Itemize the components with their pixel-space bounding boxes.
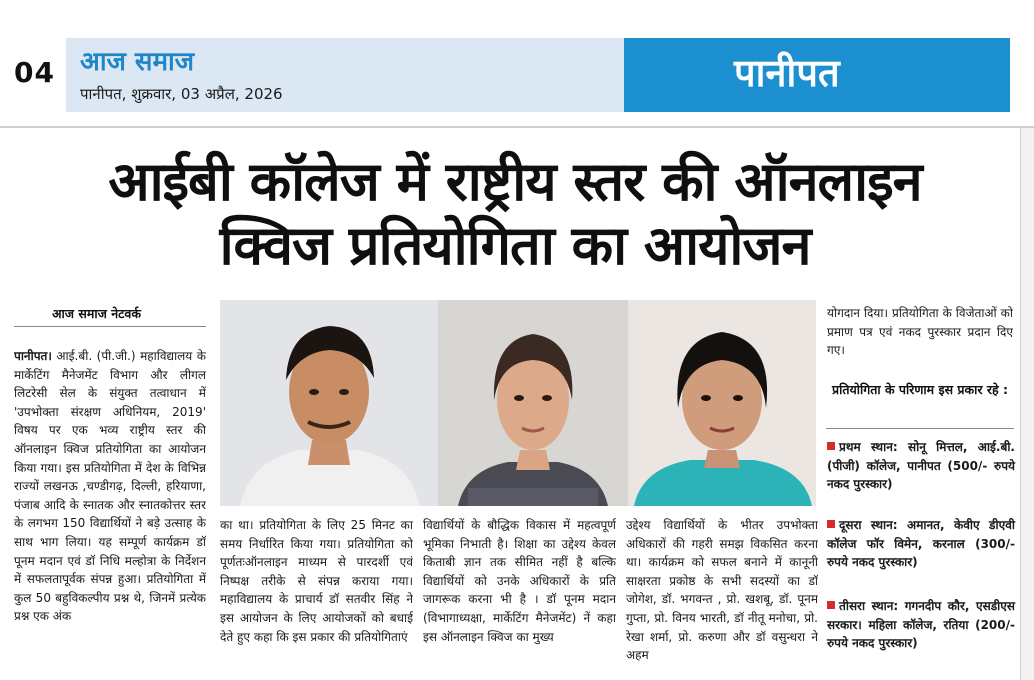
results-rule [826,428,1014,429]
winner-photo-2 [438,300,628,506]
byline: आज समाज नेटवर्क [52,306,141,321]
article-column-4: उद्देश्य विद्यार्थियों के भीतर उपभोक्ता अधिकारों की गहरी समझ विकसित करना था। कार्यक्रम को सफल बनाने में कानूनी साक्षरता प्रकोष्ठ के सभी सदस्यों का डॉ जोगेश, डॉ. भगवन्त , प्रो. खशबू, डॉ. पूनम गुप्ता, प्रो. विनय भारती, डॉ नीतू मनोचा, प्रो. रेखा शर्मा, प्रो. करुणा और डॉ वसुन्धरा ने अहम [626,518,818,663]
bullet-icon [827,601,835,609]
paper-name: आज समाज [80,47,195,77]
winner-second-text: दूसरा स्थान: अमानत, केवीए डीएवी कॉलेज फॉर विमेन, करनाल (300/- रुपये नकद पुरस्कार) [827,518,1015,570]
winner-first [827,438,1015,494]
headline-line-2: क्विज प्रतियोगिता का आयोजन [219,214,811,277]
article-column-3: विद्यार्थियों के बौद्धिक विकास में महत्वपूर्ण भूमिका निभाती है। शिक्षा का उद्देश्य केवल किताबी ज्ञान तक सीमित नहीं है बल्कि विद्यार्थियों को उनके अधिकारों के प्रति जागरूक करना भी है । डॉ पूनम मदान (विभागाध्यक्षा, मार्केटिंग मैनेजमेंट) नें कहा इस ऑनलाइन क्विज का मुख्य [423,518,616,644]
male-portrait-icon [220,300,438,506]
masthead [66,38,624,112]
page-edge-strip [1020,128,1034,680]
results-heading: प्रतियोगिता के परिणाम इस प्रकार रहे : [832,382,1008,397]
winner-third-text: तीसरा स्थान: गगनदीप कौर, एसडीएस सरकार। महिला कॉलेज, रतिया (200/- रुपये नकद पुरस्कार) [827,599,1015,651]
article-column-2: का था। प्रतियोगिता के लिए 25 मिनट का समय निर्धारित किया गया। प्रतियोगिता को पूर्णतःऑनलाइन माध्यम से पारदर्शी एवं निष्पक्ष तरीके से संपन्न कराया गया। महाविद्यालय के प्राचार्य डॉ सतवीर सिंह ने इस आयोजन के लिए आयोजकों को बधाई देते हुए कहा कि इस प्रकार की प्रतियोगिताएं [220,518,413,644]
female-portrait-icon [438,300,628,506]
article-column-5: योगदान दिया। प्रतियोगिता के विजेताओं को प्रमाण पत्र एवं नकद पुरस्कार प्रदान दिए गए। [827,306,1013,358]
city-banner [624,38,1010,112]
bullet-icon [827,520,835,528]
column-1-text: आई.बी. (पी.जी.) महाविद्यालय के मार्केटिंग मैनेजमेंट विभाग और लीगल लिटरेसी सेल के संयुक्त तत्वाधान में 'उपभोक्ता संरक्षण अधिनियम, 2019' विषय पर एक भव्य राष्ट्रीय स्तर की ऑनलाइन क्विज प्रतियोगिता का आयोजन किया गया। इस प्रतियोगिता में देश के विभिन्न राज्यों लखनऊ ,चण्डीगढ़, दिल्ली, हरियाणा, पंजाब आदि के स्नातक और स्नातकोत्तर स्तर के लगभग 150 विद्यार्थियों ने बड़े उत्साह के साथ भाग लिया। यह सम्पूर्ण कार्यक्रम डॉ पूनम मदान एवं डॉ निधि मल्होत्रा के निर्देशन में सफलतापूर्वक संपन्न हुआ। प्रतियोगिता में कुल 50 बहुविकल्पीय प्रश्न थे, जिनमें प्रत्येक प्रश्न एक अंक [14,349,206,624]
female-portrait-icon [628,300,816,506]
winner-first-text: प्रथम स्थान: सोनू मित्तल, आई.बी. (पीजी) कॉलेज, पानीपत (500/- रुपये नकद पुरस्कार) [827,440,1015,492]
winner-third [827,597,1015,653]
winner-photo-3 [628,300,816,506]
photo-strip [220,300,816,506]
headline-line-1: आईबी कॉलेज में राष्ट्रीय स्तर की ऑनलाइन [108,150,922,213]
winner-photo-1 [220,300,438,506]
article-column-1 [14,347,206,680]
winner-second [827,516,1015,572]
bullet-icon [827,442,835,450]
dateline: पानीपत, शुक्रवार, 03 अप्रैल, 2026 [80,85,283,103]
top-rule [0,126,1034,128]
byline-rule [14,326,206,327]
page-number: 04 [14,56,55,89]
city-name: पानीपत [734,51,840,95]
dateline-lead: पानीपत। [14,349,52,363]
